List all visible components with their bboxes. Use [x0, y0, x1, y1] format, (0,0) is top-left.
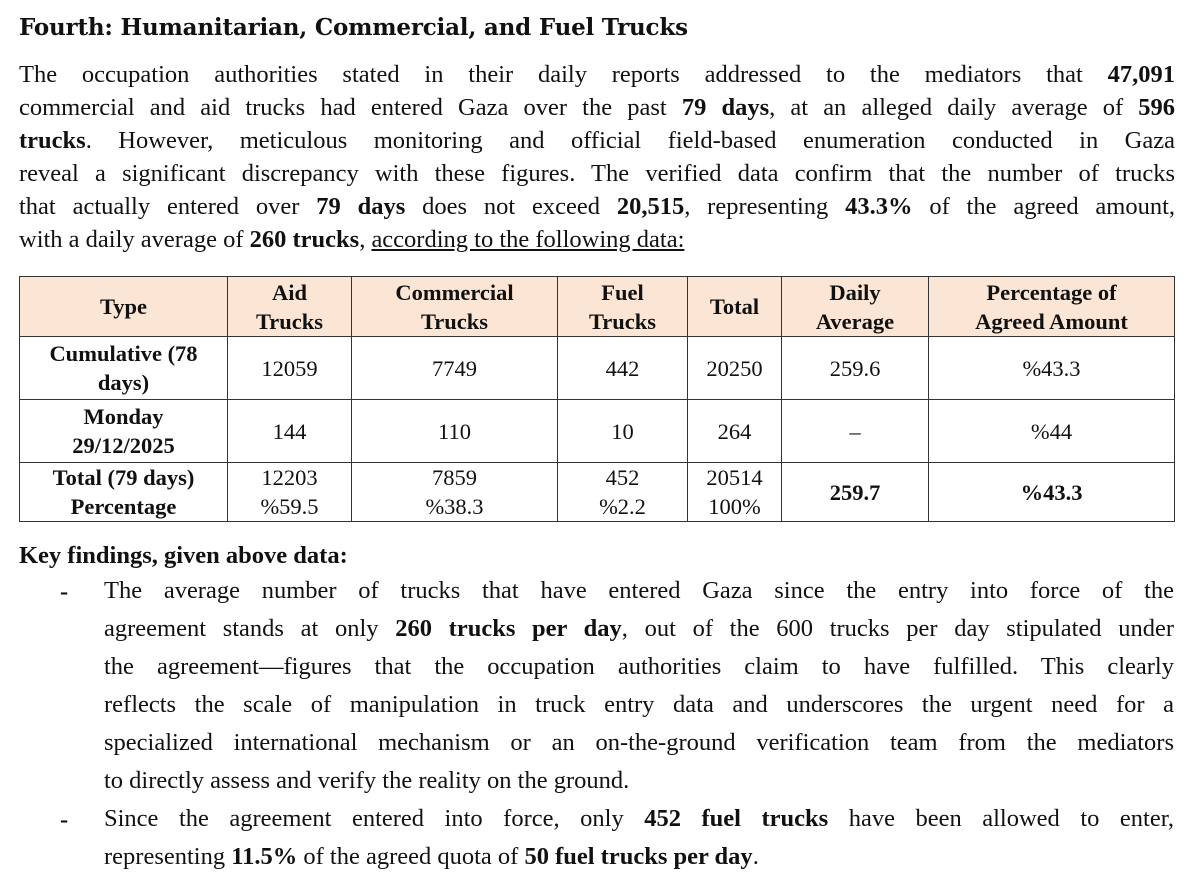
finding-1-line-6: to directly assess and verify the reality on the ground. [104, 767, 630, 794]
header-line: Trucks [588, 308, 657, 334]
cell-commercial: 7749 [352, 337, 558, 400]
header-line: Commercial [395, 279, 514, 305]
trucks-table [19, 276, 1175, 522]
cell-pct: %44 [929, 400, 1175, 463]
row-type-line: 29/12/2025 [72, 433, 175, 458]
text: , out of the 600 trucks per day stipulated under [621, 615, 1174, 642]
bold-figure: 79 days [316, 193, 406, 220]
header-line: Percentage of [986, 279, 1117, 305]
text: of the agreed quota of [303, 843, 519, 870]
cell-aid: 12059 [228, 337, 352, 400]
table-total-row [20, 463, 1175, 522]
bold-figure: 20,515 [616, 193, 685, 220]
finding-2 [104, 800, 1174, 876]
bold-figure: 596 [1138, 94, 1176, 121]
finding-1-line-1: The average number of trucks that have entered Gaza since the entry into force of the [104, 577, 1174, 604]
cell-line: %38.3 [425, 494, 484, 519]
bold-figure: 452 fuel trucks [644, 805, 829, 832]
text: agreement stands at only [104, 615, 379, 642]
header-daily-average [782, 277, 929, 337]
intro-line-5 [19, 190, 1175, 223]
bullet-dash: - [60, 806, 69, 833]
header-line: Daily [829, 279, 881, 305]
header-total: Total [688, 277, 782, 337]
cell-daily: 259.7 [782, 463, 929, 522]
intro-paragraph [19, 58, 1175, 256]
total-row-type [20, 463, 228, 522]
text: with a daily average of [19, 226, 244, 253]
cell-pct: %43.3 [929, 463, 1175, 522]
cell-total: 20250 [688, 337, 782, 400]
bold-figure: 43.3% [845, 193, 913, 220]
text: of the agreed amount, [929, 193, 1176, 220]
cell-fuel: 10 [558, 400, 688, 463]
text: representing [104, 843, 226, 870]
cell-daily: – [782, 400, 929, 463]
cell-fuel [558, 463, 688, 522]
cell-line: 100% [708, 494, 761, 519]
header-line: Fuel [601, 279, 644, 305]
text: . [752, 843, 759, 870]
row-type-line: Cumulative (78 [49, 341, 198, 366]
intro-line-1 [19, 58, 1175, 91]
cell-aid [228, 463, 352, 522]
bold-figure: 50 fuel trucks per day [524, 843, 753, 870]
finding-1-line-4: reflects the scale of manipulation in truck entry data and underscores the urgent need for a [104, 691, 1174, 718]
header-line: Aid [271, 279, 307, 305]
row-type-line: Total (79 days) [52, 465, 195, 490]
finding-1-line-5: specialized international mechanism or an on-the-ground verification team from the mediators [104, 729, 1174, 756]
bold-figure: trucks [19, 127, 86, 154]
cell-total [688, 463, 782, 522]
header-line: Agreed Amount [975, 308, 1128, 334]
header-percentage [929, 277, 1175, 337]
header-line: Trucks [420, 308, 489, 334]
finding-2-line-1 [104, 800, 1174, 838]
text: , [359, 226, 366, 253]
cell-line: 7859 [432, 465, 477, 490]
bold-figure: 11.5% [231, 843, 298, 870]
cell-line: 12203 [261, 465, 318, 490]
row-type [20, 400, 228, 463]
cell-line: 20514 [706, 465, 763, 490]
row-type-line: days) [97, 370, 150, 395]
table-row [20, 400, 1175, 463]
cell-total: 264 [688, 400, 782, 463]
text: The occupation authorities stated in their daily reports addressed to the mediators that [19, 61, 1083, 88]
cell-commercial: 110 [352, 400, 558, 463]
row-type [20, 337, 228, 400]
finding-1 [104, 572, 1174, 800]
intro-line-3 [19, 124, 1175, 157]
bold-figure: 79 days [681, 94, 770, 121]
cell-line: 452 [605, 465, 640, 490]
bold-figure: 260 trucks per day [395, 615, 622, 642]
findings-title: Key findings, given above data: [19, 542, 348, 569]
intro-line-2 [19, 91, 1175, 124]
cell-aid: 144 [228, 400, 352, 463]
section-heading: Fourth: Humanitarian, Commercial, and Fuel Trucks [19, 14, 688, 41]
table-header-row [20, 277, 1175, 337]
cell-commercial [352, 463, 558, 522]
cell-line: %2.2 [599, 494, 646, 519]
bold-figure: 47,091 [1107, 61, 1175, 88]
intro-line-4: reveal a significant discrepancy with these figures. The verified data confirm that the number of trucks [19, 160, 1175, 187]
intro-line-6 [19, 223, 1175, 256]
text: , at an alleged daily average of [769, 94, 1124, 121]
cell-line: %59.5 [260, 494, 319, 519]
text: that actually entered over [19, 193, 300, 220]
row-type-line: Monday [83, 404, 164, 429]
text: , representing [684, 193, 829, 220]
table-row [20, 337, 1175, 400]
text: does not exceed [422, 193, 600, 220]
text: Since the agreement entered into force, only [104, 805, 624, 832]
cell-daily: 259.6 [782, 337, 929, 400]
row-type-line: Percentage [70, 494, 177, 519]
bold-figure: 260 trucks [249, 226, 360, 253]
text: . However, meticulous monitoring and official field-based enumeration conducted in Gaza [85, 127, 1175, 154]
finding-1-line-2 [104, 610, 1174, 648]
header-aid [228, 277, 352, 337]
header-commercial [352, 277, 558, 337]
cell-pct: %43.3 [929, 337, 1175, 400]
header-line: Trucks [255, 308, 324, 334]
finding-1-line-3: the agreement—figures that the occupation authorities claim to have fulfilled. This clearly [104, 653, 1174, 680]
header-type: Type [20, 277, 228, 337]
header-line: Average [815, 308, 895, 334]
finding-2-line-2 [104, 838, 1174, 876]
text: have been allowed to enter, [848, 805, 1175, 832]
bullet-dash: - [60, 578, 69, 605]
underlined-text: according to the following data: [371, 226, 685, 253]
cell-fuel: 442 [558, 337, 688, 400]
text: commercial and aid trucks had entered Gaza over the past [19, 94, 667, 121]
header-fuel [558, 277, 688, 337]
